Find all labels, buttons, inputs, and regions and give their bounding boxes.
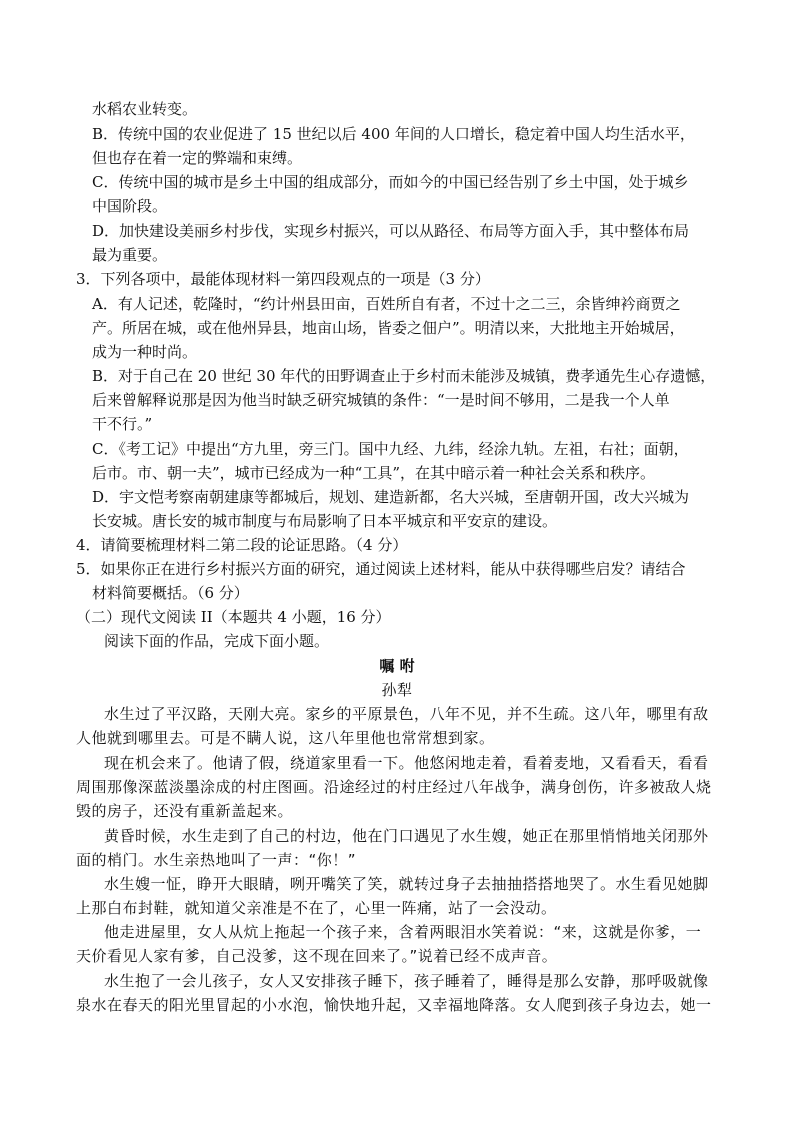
- option-c-line-1: C．传统中国的城市是乡土中国的组成部分，而如今的中国已经告别了乡土中国，处于城乡: [92, 173, 689, 191]
- question-3-stem: 3．下列各项中，最能体现材料一第四段观点的一项是（3 分）: [76, 270, 490, 288]
- paragraph-1-line-1: 水生过了平汉路，天刚大亮。家乡的平原景色，八年不见，并不生疏。这八年，哪里有敌: [104, 705, 709, 723]
- paragraph-5-line-2: 天价看见人家有爹，自己没爹，这不现在回来了。”说着已经不成声音。: [76, 947, 558, 965]
- paragraph-4-line-1: 水生嫂一怔，睁开大眼睛，咧开嘴笑了笑，就转过身子去抽抽搭搭地哭了。水生看见她脚: [104, 875, 709, 893]
- q3-option-b-line-2: 后来曾解释说那是因为他当时缺乏研究城镇的条件：“一是时间不够用，二是我一个人单: [92, 391, 670, 409]
- paragraph-5-line-1: 他走进屋里，女人从炕上拖起一个孩子来，含着两眼泪水笑着说：“来，这就是你爹，一: [104, 923, 702, 941]
- q3-option-a-line-3: 成为一种时尚。: [92, 343, 198, 361]
- option-a-continuation: 水稻农业转变。: [92, 100, 198, 118]
- question-5-line-1: 5．如果你正在进行乡村振兴方面的研究，通过阅读上述材料，能从中获得哪些启发？请结合: [76, 560, 686, 578]
- question-4: 4．请简要梳理材料二第二段的论证思路。（4 分）: [76, 536, 408, 554]
- q3-option-d-line-1: D．宇文恺考察南朝建康等都城后，规划、建造新都，名大兴城，至唐朝开国，改大兴城为: [92, 488, 690, 506]
- option-b-line-2: 但也存在着一定的弊端和束缚。: [92, 149, 303, 167]
- question-5-line-2: 材料简要概括。（6 分）: [92, 584, 249, 602]
- q3-option-b-line-3: 干不行。”: [92, 415, 153, 433]
- q3-option-c-line-2: 后市。市、朝一夫”，城市已经成为一种“工具”，在其中暗示着一种社会关系和秩序。: [92, 464, 656, 482]
- paragraph-6-line-2: 泉水在春天的阳光里冒起的小水泡，愉快地升起，又幸福地降落。女人爬到孩子身边去，她一: [76, 996, 712, 1014]
- paragraph-3-line-2: 面的梢门。水生亲热地叫了一声：“你！”: [76, 851, 357, 869]
- paragraph-3-line-1: 黄昏时候，水生走到了自己的村边，他在门口遇见了水生嫂，她正在那里悄悄地关闭那外: [104, 827, 709, 845]
- paragraph-2-line-2: 周围那像深蓝淡墨涂成的村庄图画。沿途经过的村庄经过八年战争，满身创伤，许多被敌人烧: [76, 778, 712, 796]
- paragraph-2-line-3: 毁的房子，还没有重新盖起来。: [76, 802, 294, 820]
- q3-option-d-line-2: 长安城。唐长安的城市制度与布局影响了日本平城京和平安京的建设。: [92, 512, 558, 530]
- q3-option-c-line-1: C．《考工记》中提出“方九里，旁三门。国中九经、九纬，经涂九轨。左祖，右社；面朝，: [92, 440, 689, 458]
- section-heading: （二）现代文阅读 II（本题共 4 小题，16 分）: [76, 608, 391, 626]
- option-d-line-1: D．加快建设美丽乡村步伐，实现乡村振兴，可以从路径、布局等方面入手，其中整体布局: [92, 222, 690, 240]
- q3-option-b-line-1: B．对于自己在 20 世纪 30 年代的田野调查止于乡村而未能涉及城镇，费孝通先生心存遗憾，: [92, 367, 716, 385]
- story-title: 嘱 咐: [379, 657, 415, 675]
- paragraph-2-line-1: 现在机会来了。他请了假，绕道家里看一下。他悠闲地走着，看着麦地，又看看天，看看: [104, 754, 709, 772]
- option-d-line-2: 最为重要。: [92, 246, 168, 264]
- paragraph-4-line-2: 上那白布封鞋，就知道父亲准是不在了，心里一阵痛，站了一会没动。: [76, 899, 557, 917]
- story-author: 孙犁: [381, 681, 413, 699]
- paragraph-1-line-2: 人他就到哪里去。可是不瞒人说，这八年里他也常常想到家。: [76, 729, 495, 747]
- paragraph-6-line-1: 水生抱了一会儿孩子，女人又安排孩子睡下，孩子睡着了，睡得是那么安静，那呼吸就像: [104, 972, 709, 990]
- q3-option-a-line-1: A．有人记述，乾隆时，“约计州县田亩，百姓所自有者，不过十之二三，余皆绅衿商贾之: [92, 295, 681, 313]
- section-instruction: 阅读下面的作品，完成下面小题。: [104, 632, 330, 650]
- q3-option-a-line-2: 产。所居在城，或在他州异县，地亩山场，皆委之佃户”。明清以来，大批地主开始城居，: [92, 319, 685, 337]
- option-c-line-2: 中国阶段。: [92, 197, 168, 215]
- option-b-line-1: B．传统中国的农业促进了 15 世纪以后 400 年间的人口增长，稳定着中国人均生活水平，: [92, 125, 695, 143]
